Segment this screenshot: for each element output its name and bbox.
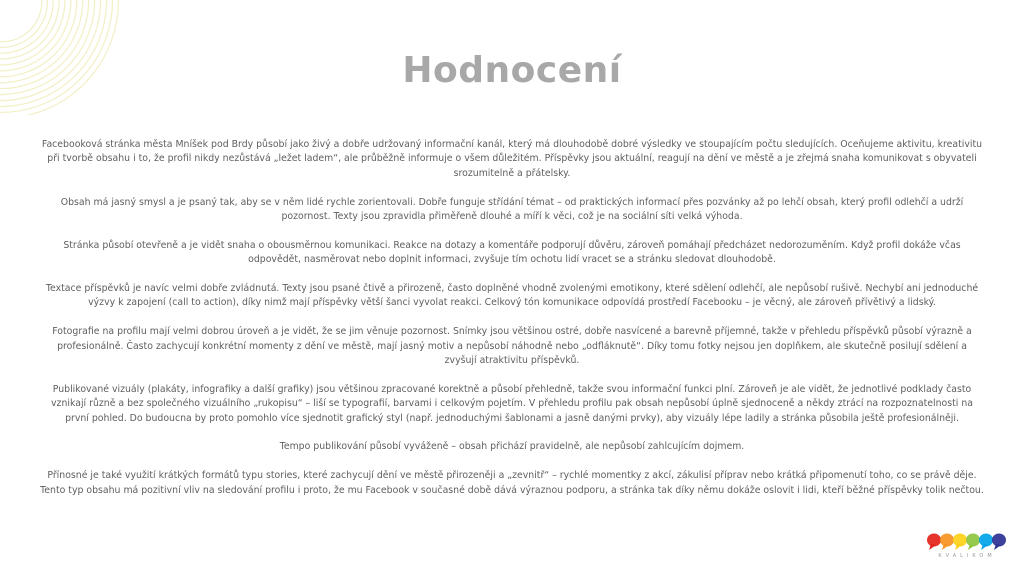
logo-bubble xyxy=(927,534,941,547)
paragraph-5: Fotografie na profilu mají velmi dobrou úroveň a je vidět, že se jim věnuje pozornost. Snímky jsou většinou ostré, dobře nasvícené a barevně příjemné, takže v přehledu příspěvků působí výrazně a profesionálně. Často zachycují konkrétní momenty z dění ve městě, mají jasný motiv a nepůsobí náhodně nebo „odfláknutě“. Díky tomu fotky nejsou jen doplňkem, ale skutečně posilují sdělení a zvyšují atraktivitu příspěvků. xyxy=(52,326,972,367)
paragraph-4: Textace příspěvků je navíc velmi dobře zvládnutá. Texty jsou psané čtivě a přirozeně, často doplněné vhodně zvolenými emotikony, které sdělení odlehčí, ale nepůsobí rušivě. Nechybí ani jednoduché výzvy k zapojení (call to action), díky nimž mají příspěvky větší šanci vyvolat reakci. Celkový tón komunikace odpovídá prostředí Facebooku – je věcný, ale zároveň přívětivý a lidský. xyxy=(45,283,979,309)
arc-line xyxy=(0,0,53,53)
logo-bubble xyxy=(966,534,980,547)
evaluation-text xyxy=(40,138,984,512)
kvalikom-logo xyxy=(924,531,1010,561)
logo-bubbles-icon xyxy=(924,531,1010,553)
paragraph-1: Facebooková stránka města Mníšek pod Brdy působí jako živý a dobře udržovaný informační kanál, který má dlouhodobě dobré výsledky ve stoupajícím počtu sledujících. Oceňujeme aktivitu, kreativitu při tvorbě obsahu i to, že profil nikdy nezůstává „ležet ladem“, ale průběžně informuje o všem důležitém. Příspěvky jsou aktuální, reagují na dění ve městě a je zřejmá snaha komunikovat s obyvateli srozumitelně a přátelsky. xyxy=(41,139,983,179)
logo-bubble xyxy=(979,534,993,547)
paragraph-3: Stránka působí otevřeně a je vidět snaha o obousměrnou komunikaci. Reakce na dotazy a komentáře podporují důvěru, zároveň pomáhají předcházet nedorozuměním. Když profil dokáže včas odpovědět, nasměrovat nebo doplnit informaci, zvyšuje tím ochotu lidí vracet se a stránku sledovat dlouhodobě. xyxy=(63,239,961,266)
page-title: Hodnocení xyxy=(402,50,622,91)
arc-line xyxy=(0,0,42,42)
paragraph-7: Tempo publikování působí vyváženě – obsah přichází pravidelně, ale nepůsobí zahlcujícím dojmem. xyxy=(279,441,745,453)
arc-line xyxy=(0,0,47,47)
paragraph-6: Publikované vizuály (plakáty, infografiky a další grafiky) jsou většinou zpracované korektně a působí přehledně, takže svou informační funkci plní. Zároveň je ale vidět, že jednotlivé podklady často vznikají různě a bez společného vizuálního „rukopisu“ – liší se typografií, barvami i celkovým pojetím. V přehledu profilu pak obsah nepůsobí úplně sjednoceně a někdy ztrácí na rozpoznatelnosti na první pohled. Do budoucna by proto pomohlo více sjednotit grafický styl (např. jednoduchými šablonami a jasně danými prvky), aby vizuály lépe ladily a stránka působila ještě profesionálněji. xyxy=(51,383,973,424)
paragraph-2: Obsah má jasný smysl a je psaný tak, aby se v něm lidé rychle zorientovali. Dobře funguje střídání témat – od praktických informací přes pozvánky až po lehčí obsah, který profil odlehčí a udrží pozornost. Texty jsou zpravidla přiměřeně dlouhé a míří k věci, což je na sociální síti velká výhoda. xyxy=(60,196,964,223)
logo-bubble xyxy=(992,534,1006,547)
logo-bubble xyxy=(940,534,954,547)
logo-bubble xyxy=(953,534,967,547)
logo-wordmark: KVALIKOM xyxy=(938,553,996,559)
paragraph-8: Přínosné je také využití krátkých formátů typu stories, které zachycují dění ve městě přirozeněji a „zevnitř“ – rychlé momentky z akcí, zákulisí příprav nebo krátká připomenutí toho, co se právě děje. Tento typ obsahu má pozitivní vliv na sledování profilu i proto, že mu Facebook v současné době dává výraznou podporu, a stránka tak díky němu dokáže oslovit i lidi, kteří běžné příspěvky tolik nečtou. xyxy=(40,470,984,496)
